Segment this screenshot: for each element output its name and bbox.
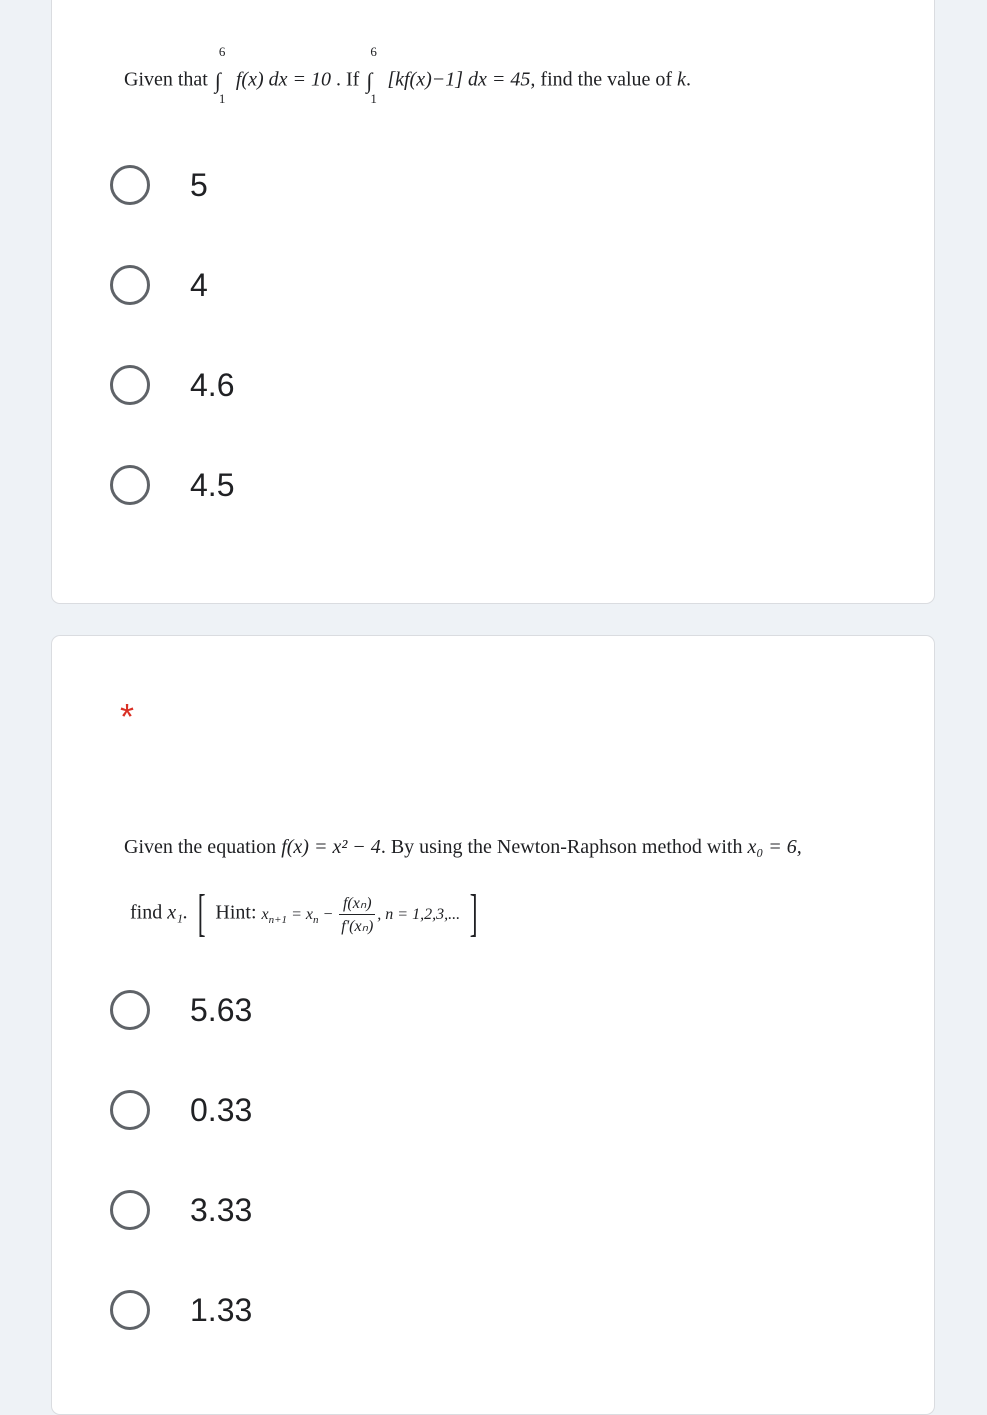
option-q2-4[interactable] [110, 1285, 252, 1335]
integrand-2: [kf(x)−1] dx = 45, [387, 68, 536, 91]
integral-symbol-2: ∫ 6 1 [366, 44, 377, 106]
question-card-2 [51, 635, 935, 1415]
option-label: 4.6 [190, 366, 235, 403]
radio-button-unchecked-icon[interactable] [110, 365, 150, 405]
option-q2-1[interactable] [110, 985, 252, 1035]
left-bracket: [ [197, 885, 206, 942]
question-text-given-equation: Given the equation [124, 836, 277, 858]
radio-button-unchecked-icon[interactable] [110, 1290, 150, 1330]
option-label: 5.63 [190, 991, 253, 1028]
integral-upper-limit-1: 6 [218, 44, 226, 59]
integral-upper-limit-2: 6 [370, 44, 377, 59]
option-q1-2[interactable] [110, 260, 208, 310]
initial-value-x0: x₀ = 6, [747, 836, 802, 858]
radio-button-unchecked-icon[interactable] [110, 1190, 150, 1230]
question-text-2-line-2 [130, 885, 482, 942]
hint-tail: , n = 1,2,3,... [377, 905, 461, 923]
hint-lhs-subscript: n+1 [268, 913, 288, 926]
option-label: 4.5 [190, 466, 235, 503]
question-text-if: . If [336, 68, 360, 91]
hint-x-subscript: n [312, 913, 319, 926]
radio-button-unchecked-icon[interactable] [110, 465, 150, 505]
question-text-tail: find the value of [540, 68, 673, 91]
integrand-1: f(x) dx = 10 [235, 68, 332, 91]
integral-lower-limit-2: 1 [370, 91, 377, 106]
question-text-2-line-1 [124, 836, 802, 859]
hint-label: Hint: [215, 901, 257, 924]
option-q1-4[interactable] [110, 460, 234, 510]
question-text-given-that: Given that [124, 68, 208, 91]
hint-denominator: f'(xₙ) [341, 918, 374, 936]
integral-lower-limit-1: 1 [218, 91, 226, 106]
option-label: 5 [190, 166, 208, 203]
radio-button-unchecked-icon[interactable] [110, 990, 150, 1030]
question-text-end: . [685, 68, 691, 91]
hint-lhs: x [261, 905, 269, 923]
radio-button-unchecked-icon[interactable] [110, 1090, 150, 1130]
hint-minus: − [322, 905, 334, 923]
integral-symbol-1: ∫ 6 1 [214, 44, 226, 106]
option-label: 3.33 [190, 1191, 253, 1228]
equation-f-of-x: f(x) = x² − 4 [281, 836, 381, 858]
option-label: 0.33 [190, 1091, 253, 1128]
question-text-method: . By using the Newton-Raphson method with [380, 836, 743, 858]
option-q1-1[interactable] [110, 160, 208, 210]
hint-fraction [339, 893, 375, 936]
question-variable: k [677, 68, 686, 91]
option-q2-2[interactable] [110, 1085, 252, 1135]
option-q1-3[interactable] [110, 360, 234, 410]
option-label: 1.33 [190, 1291, 253, 1328]
question-text-find: find [130, 901, 163, 924]
option-q2-3[interactable] [110, 1185, 252, 1235]
radio-button-unchecked-icon[interactable] [110, 265, 150, 305]
question-text-1 [124, 44, 691, 106]
hint-equals-x: = x [291, 905, 313, 923]
right-bracket: ] [469, 885, 478, 942]
option-label: 4 [190, 266, 208, 303]
find-variable-x1: x₁. [167, 901, 189, 924]
hint-numerator: f(xₙ) [339, 893, 375, 915]
question-card-1 [51, 0, 935, 604]
radio-button-unchecked-icon[interactable] [110, 165, 150, 205]
hint-formula [261, 895, 461, 936]
required-asterisk: * [120, 696, 135, 737]
